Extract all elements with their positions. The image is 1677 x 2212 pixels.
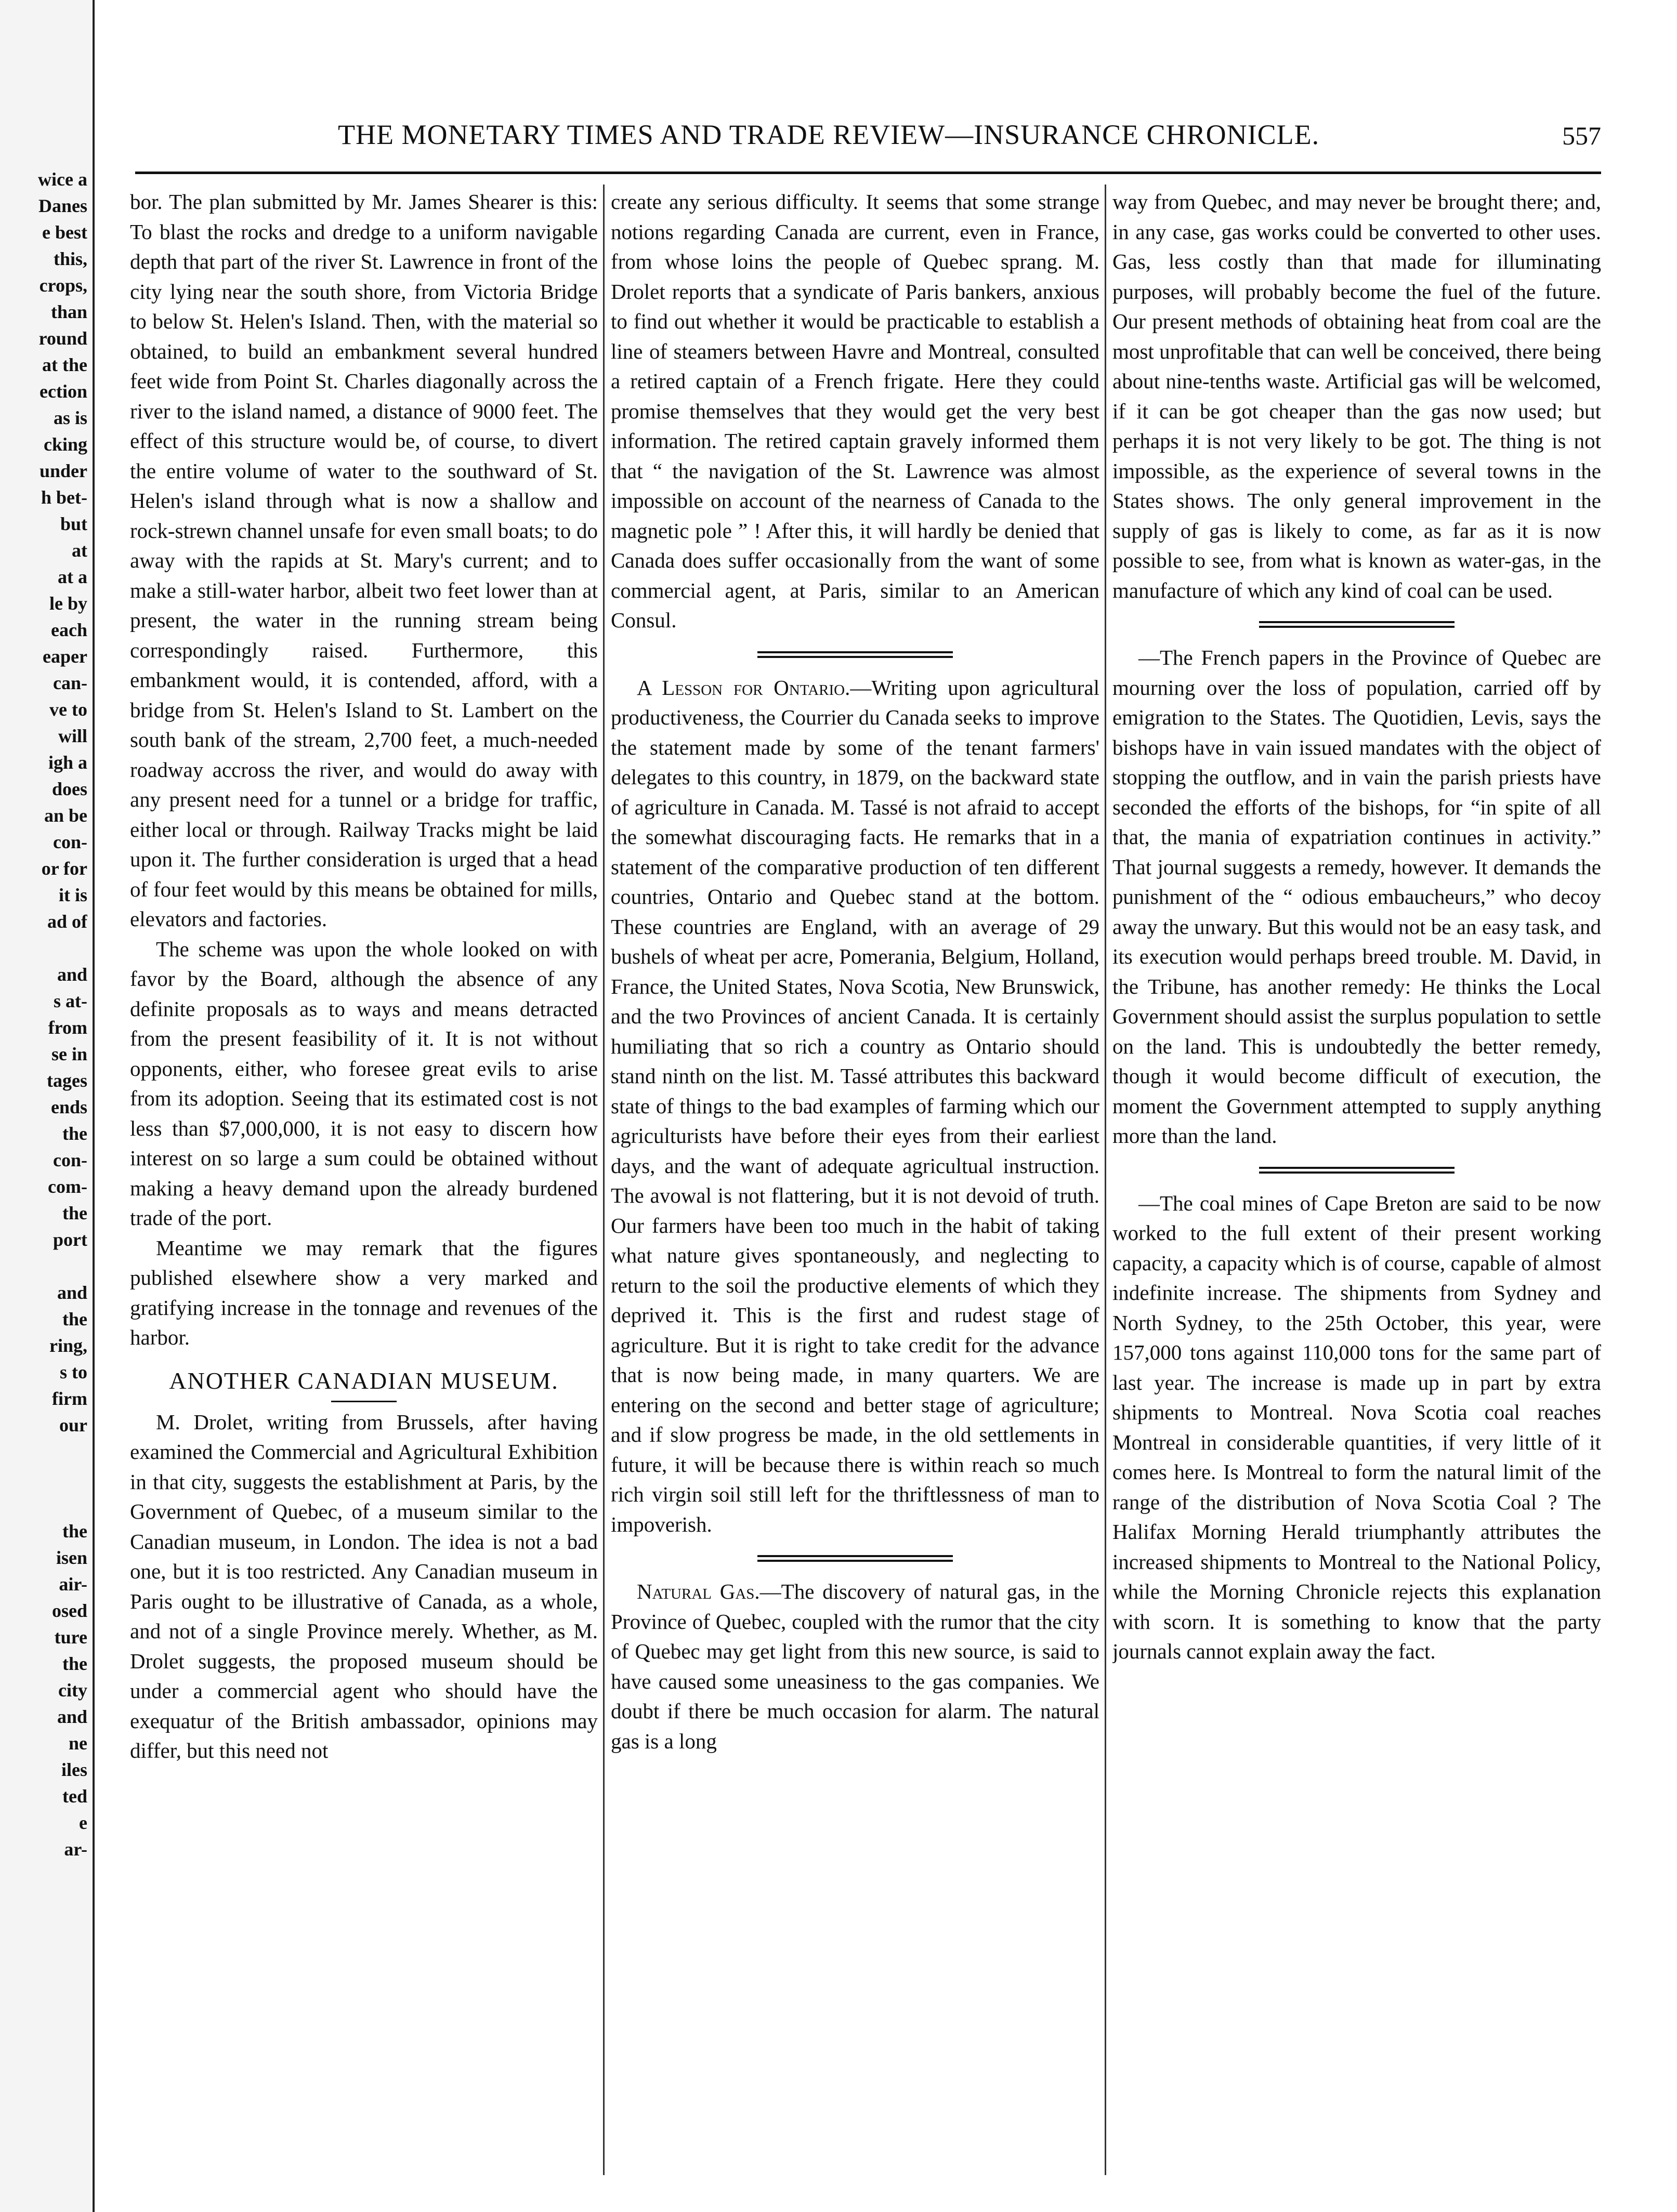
margin-fragment: round [38, 328, 87, 349]
margin-fragment: the [62, 1309, 87, 1329]
margin-fragment: our [59, 1415, 87, 1436]
margin-fragment: e [79, 1812, 87, 1833]
margin-fragment: con- [53, 832, 87, 852]
margin-fragment [0, 935, 87, 962]
margin-fragment: s to [60, 1362, 87, 1382]
margin-fragment: cking [43, 434, 87, 455]
margin-fragment: eaper [43, 646, 87, 667]
margin-fragment: ture [54, 1627, 87, 1648]
margin-fragment: city [58, 1680, 87, 1701]
paragraph-text: —Writing upon agricultural productiveness, the Courrier du Canada seeks to improve the statement made by some of the tenant farmers' delegates to this country, in 1879, on the backward state of agriculture in Canada. M. Tassé is not afraid to accept the somewhat discouraging facts. He remarks that in a statement of the comparative production of ten different countries, Ontario and Quebec stand at the bottom. These countries are England, with an average of 29 bushels of wheat per acre, Pomerania, Belgium, Holland, France, the United States, Nova Scotia, New Brunswick, and the two Provinces of ancient Canada. It is certainly humiliating that so rich a country as Ontario should stand ninth on the list. M. Tassé attributes this backward state of things to the bad examples of farming which our agriculturists have before their eyes from their earliest days, and the want of adequate agricultual instruction. The avowal is not flattering, but it is not devoid of truth. Our farmers have been too much in the habit of taking what nature gives spontaneously, and neglecting to return to the soil the productive elements of which they deprived it. This is the first and rudest stage of agriculture. But it is right to take credit for the advance that is now being made, in many quarters. We are entering on the second and better stage of agriculture; and if slow progress be made, in the old settlements in future, it will be because there is within reach so much rich virgin soil still left for the thriftlessness of man to impoverish. [611, 675, 1099, 1536]
page-number: 557 [1562, 121, 1601, 150]
article-paragraph [611, 1577, 1099, 1756]
margin-fragment: the [62, 1653, 87, 1674]
margin-fragment: the [62, 1521, 87, 1542]
margin-fragment: will [58, 726, 87, 746]
column-divider [603, 185, 605, 2175]
adjacent-page-fragments [0, 166, 87, 1863]
margin-fragment: ar- [64, 1839, 87, 1860]
publication-title: THE MONETARY TIMES AND TRADE REVIEW—INSURANCE CHRONICLE. [338, 119, 1320, 150]
article-paragraph: bor. The plan submitted by Mr. James Shearer is this: To blast the rocks and dredge to a uniform navigable depth that part of the river St. Lawrence in front of the city lying near the south shore, from Victoria Bridge to below St. Helen's Island. Then, with the material so obtained, to build an embankment several hundred feet wide from Point St. Charles diagonally across the river to the island named, a distance of 9000 feet. The effect of this structure would be, of course, to divert the entire volume of water to the southward of St. Helen's island through what is now a shallow and rock-strewn channel unsafe for even small boats; to do away with the rapids at St. Mary's current; and to make a still-water harbor, albeit two feet lower than at present, the water in the running stream being correspondingly raised. Furthermore, this embankment would, it is contended, afford, with a bridge from St. Helen's Island to St. Lambert on the south bank of the stream, 2,700 feet, a much-needed roadway accross the river, and would do away with any present need for a tunnel or a bridge for traffic, either local or through. Railway Tracks might be laid upon it. The further consideration is urged that a head of four feet would by this means be obtained for mills, elevators and factories. [130, 190, 598, 931]
margin-fragment: se in [51, 1044, 87, 1064]
margin-fragment [0, 1253, 87, 1280]
margin-fragment [0, 1439, 87, 1465]
gutter-binding-line [93, 0, 95, 2212]
margin-fragment: at [72, 540, 87, 561]
margin-fragment: Danes [38, 195, 87, 216]
margin-fragment: air- [59, 1574, 87, 1595]
margin-fragment: the [62, 1123, 87, 1144]
margin-fragment: ted [62, 1786, 87, 1807]
margin-fragment: h bet- [41, 487, 87, 508]
margin-fragment: firm [52, 1388, 87, 1409]
heading-rule [331, 1401, 397, 1402]
margin-fragment: or for [41, 858, 87, 879]
margin-fragment: and [57, 1282, 87, 1303]
section-separator [757, 651, 953, 659]
margin-fragment: from [48, 1017, 87, 1038]
margin-fragment: but [60, 514, 87, 534]
margin-fragment: and [57, 1706, 87, 1727]
margin-fragment: this, [53, 248, 87, 269]
margin-fragment: port [53, 1229, 87, 1250]
header-rule [135, 172, 1601, 174]
margin-fragment: tages [47, 1070, 87, 1091]
article-paragraph: way from Quebec, and may never be brought there; and, in any case, gas works could be converted to other uses. Gas, less costly than that made for illuminating purposes, will probably become the fuel of the future. Our present methods of obtaining heat from coal are the most unprofitable that can well be conceived, there being about nine-tenths waste. Artificial gas will be welcomed, if it can be got cheaper than the gas now used; but perhaps it is not very likely to be got. The thing is not impossible, as the experience of several towns in the States shows. The only general improvement in the supply of gas is likely to come, as far as it is now possible to see, from what is known as water-gas, in the manufacture of which any kind of coal can be used. [1112, 190, 1601, 602]
margin-fragment: than [50, 301, 87, 322]
section-lead: A Lesson for Ontario. [637, 675, 850, 700]
column-3 [1112, 187, 1601, 2183]
margin-fragment: le by [49, 593, 87, 614]
article-heading: ANOTHER CANADIAN MUSEUM. [169, 1367, 559, 1394]
margin-fragment: at a [58, 567, 87, 587]
margin-fragment: ring, [49, 1335, 87, 1356]
margin-fragment: and [57, 964, 87, 985]
column-divider [1105, 185, 1106, 2175]
margin-fragment: crops, [39, 275, 87, 296]
margin-fragment: iles [61, 1759, 87, 1780]
margin-fragment: com- [48, 1176, 87, 1197]
article-paragraph: M. Drolet, writing from Brussels, after having examined the Commercial and Agricultural Exhibition in that city, suggests the establishment at Paris, by the Government of Quebec, of a museum similar to the Canadian museum, in London. The idea is not a bad one, but it is too restricted. Any Canadian museum in Paris ought to be illustrative of Canada, as a whole, and not of a single Province merely. Whether, as M. Drolet suggests, the proposed museum should be under a commercial agent who should have the exequatur of the British ambassador, opinions may differ, but this need not [130, 1410, 598, 1762]
margin-fragment: at the [42, 354, 87, 375]
margin-fragment [0, 1465, 87, 1492]
margin-fragment: igh a [48, 752, 87, 773]
article-paragraph: Meantime we may remark that the figures published elsewhere show a very marked and gratifying increase in the tonnage and revenues of the harbor. [130, 1235, 598, 1349]
article-paragraph: create any serious difficulty. It seems that some strange notions regarding Canada are current, even in France, from whose loins the people of Quebec sprang. M. Drolet reports that a syndicate of Paris bankers, anxious to find out whether it would be practicable to establish a line of steamers between Havre and Montreal, consulted a retired captain of a French frigate. Here they could promise themselves that they would get the very best information. The retired captain gravely informed them that “ the navigation of the St. Lawrence was almost impossible on account of the nearness of Canada to the magnetic pole ” ! After this, it will hardly be denied that Canada does suffer occasionally from the want of some commercial agent, at Paris, similar to an American Consul. [611, 190, 1099, 632]
margin-fragment: does [51, 779, 87, 799]
margin-fragment: osed [51, 1600, 87, 1621]
section-separator [1259, 621, 1455, 628]
paragraph-text: —The discovery of natural gas, in the Province of Quebec, coupled with the rumor that the city of Quebec may get light from this new source, is said to have caused some uneasiness to the gas companies. We doubt if there be much occasion for alarm. The natural gas is a long [611, 1579, 1099, 1753]
article-paragraph [611, 673, 1099, 1540]
margin-fragment: as is [53, 407, 87, 428]
margin-fragment: ection [40, 381, 87, 402]
column-2 [611, 187, 1099, 2183]
section-lead: Natural Gas. [637, 1579, 760, 1603]
margin-fragment: ve to [49, 699, 87, 720]
margin-fragment: ad of [47, 911, 87, 932]
margin-fragment: wice a [38, 169, 87, 190]
margin-fragment: an be [44, 805, 87, 826]
article-paragraph: —The coal mines of Cape Breton are said to be now worked to the full extent of their present working capacity, a capacity which is of course, capable of almost indefinite increase. The shipments from Sydney and North Sydney, to the 25th October, this year, were 157,000 tons against 110,000 tons for the same part of last year. The increase is made up in part by extra shipments to Montreal. Nova Scotia coal reaches Montreal in considerable quantities, if very little of it comes here. Is Montreal to form the natural limit of the range of the distribution of Nova Scotia Coal ? The Halifax Morning Herald triumphantly attributes the increased shipments to Montreal to the National Policy, while the Morning Chronicle rejects this explanation with scorn. It is something to know that the party journals cannot explain away the fact. [1112, 1191, 1601, 1663]
article-paragraph: The scheme was upon the whole looked on with favor by the Board, although the absence of any definite proposals as to ways and means detracted from the present feasibility of it. It is not without opponents, either, who foresee great evils to arise from its adoption. Seeing that its estimated cost is not less than $7,000,000, it is not easy to discern how interest on so large a sum could be obtained without making a heavy demand upon the already burdened trade of the port. [130, 937, 598, 1230]
margin-fragment: s at- [54, 991, 87, 1011]
margin-fragment: con- [53, 1150, 87, 1170]
column-1 [130, 187, 598, 2183]
margin-fragment: ends [50, 1097, 87, 1117]
margin-fragment: the [62, 1203, 87, 1223]
margin-fragment: e best [42, 222, 87, 243]
margin-fragment: ne [69, 1733, 87, 1754]
article-paragraph: —The French papers in the Province of Quebec are mourning over the loss of population, carried off by emigration to the States. The Quotidien, Levis, says the bishops have in vain issued mandates with the object of stopping the outflow, and in vain the parish priests have seconded the efforts of the bishops, for “in spite of all that, the mania of expatriation continues in activity.” That journal suggests a remedy, however. It demands the punishment of the “ odious embaucheurs,” who decoy away the unwary. But this would not be an easy task, and its execution would perhaps breed trouble. M. David, in the Tribune, has another remedy: He thinks the Local Government should assist the surplus population to settle on the land. This is undoubtedly the better remedy, though it would become difficult of execution, the moment the Government attempted to supply anything more than the land. [1112, 646, 1601, 1148]
margin-fragment: under [39, 460, 87, 481]
margin-fragment: isen [56, 1547, 87, 1568]
margin-fragment: each [51, 620, 87, 640]
page-header [130, 118, 1601, 165]
margin-fragment: can- [53, 673, 87, 693]
section-separator [1259, 1167, 1455, 1174]
margin-fragment [0, 1492, 87, 1518]
margin-fragment: it is [58, 885, 87, 905]
section-separator [757, 1555, 953, 1562]
